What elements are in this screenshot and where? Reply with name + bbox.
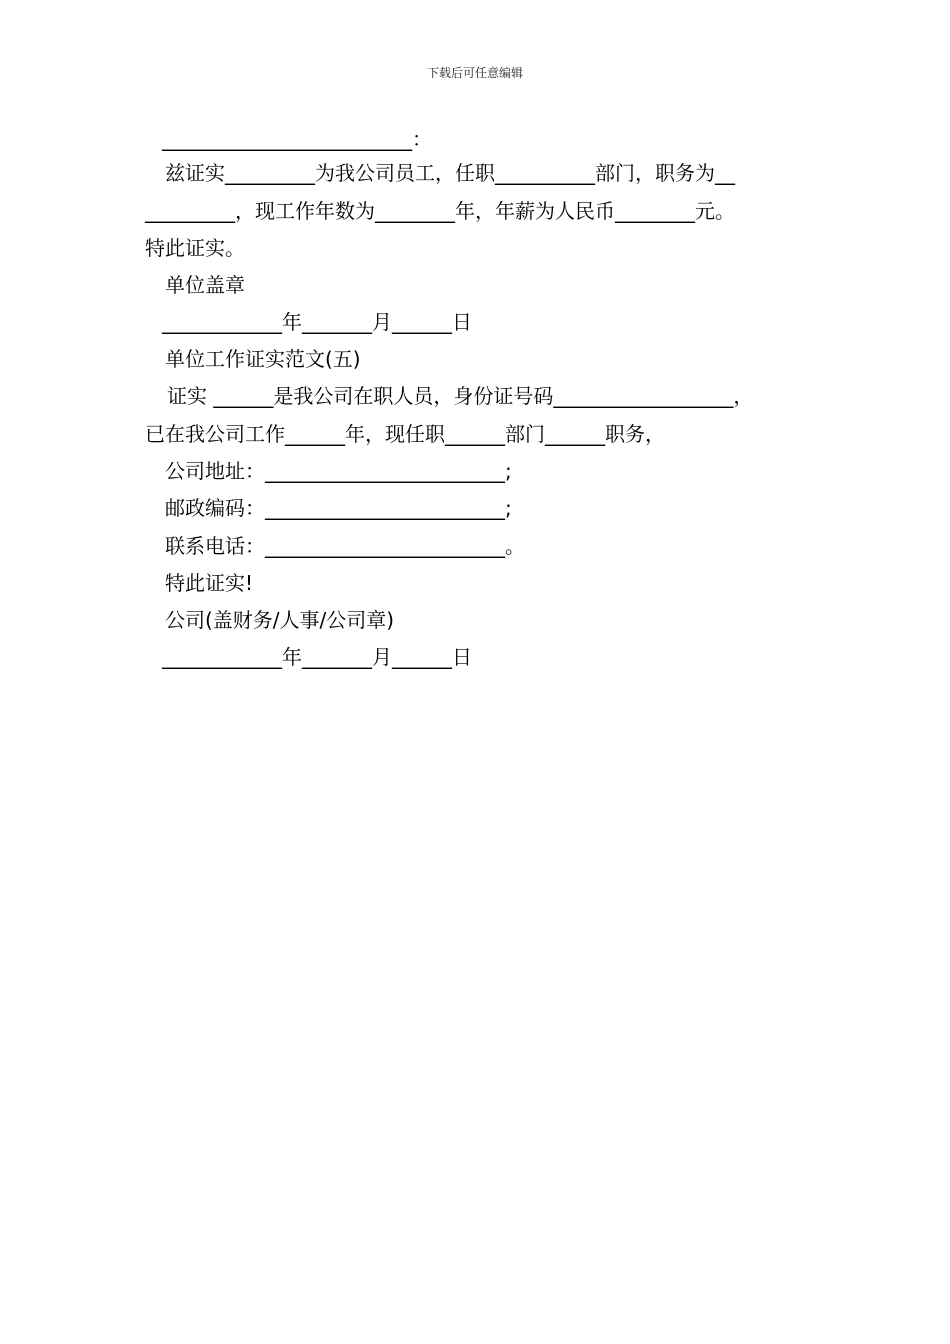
certification-body-line-1: 兹证实_________为我公司员工，任职__________部门，职务为__ bbox=[165, 161, 735, 185]
example-body-line-2: 已在我公司工作______年，现任职______部门______职务， bbox=[145, 422, 665, 446]
unit-seal-label: 单位盖章 bbox=[165, 273, 245, 297]
certification-body-line-2: _________，现工作年数为________年，年薪为人民币________元。 bbox=[145, 199, 735, 223]
company-seal-label: 公司(盖财务/人事/公司章) bbox=[165, 608, 395, 632]
section-title: 单位工作证实范文(五) bbox=[165, 347, 361, 371]
company-address-line: 公司地址：________________________; bbox=[165, 459, 512, 483]
contact-phone-line: 联系电话：________________________。 bbox=[165, 534, 525, 558]
example-closing: 特此证实! bbox=[165, 571, 254, 595]
addressee-line: _________________________： bbox=[162, 127, 432, 151]
example-body-line-1: 证实 ______是我公司在职人员，身份证号码__________________， bbox=[167, 384, 754, 408]
page-header-note: 下载后可任意编辑 bbox=[426, 66, 523, 80]
date-line: ____________年_______月______日 bbox=[162, 310, 472, 334]
postal-code-line: 邮政编码：________________________; bbox=[165, 496, 512, 520]
certification-closing: 特此证实。 bbox=[145, 236, 245, 260]
date-line-2: ____________年_______月______日 bbox=[162, 645, 472, 669]
